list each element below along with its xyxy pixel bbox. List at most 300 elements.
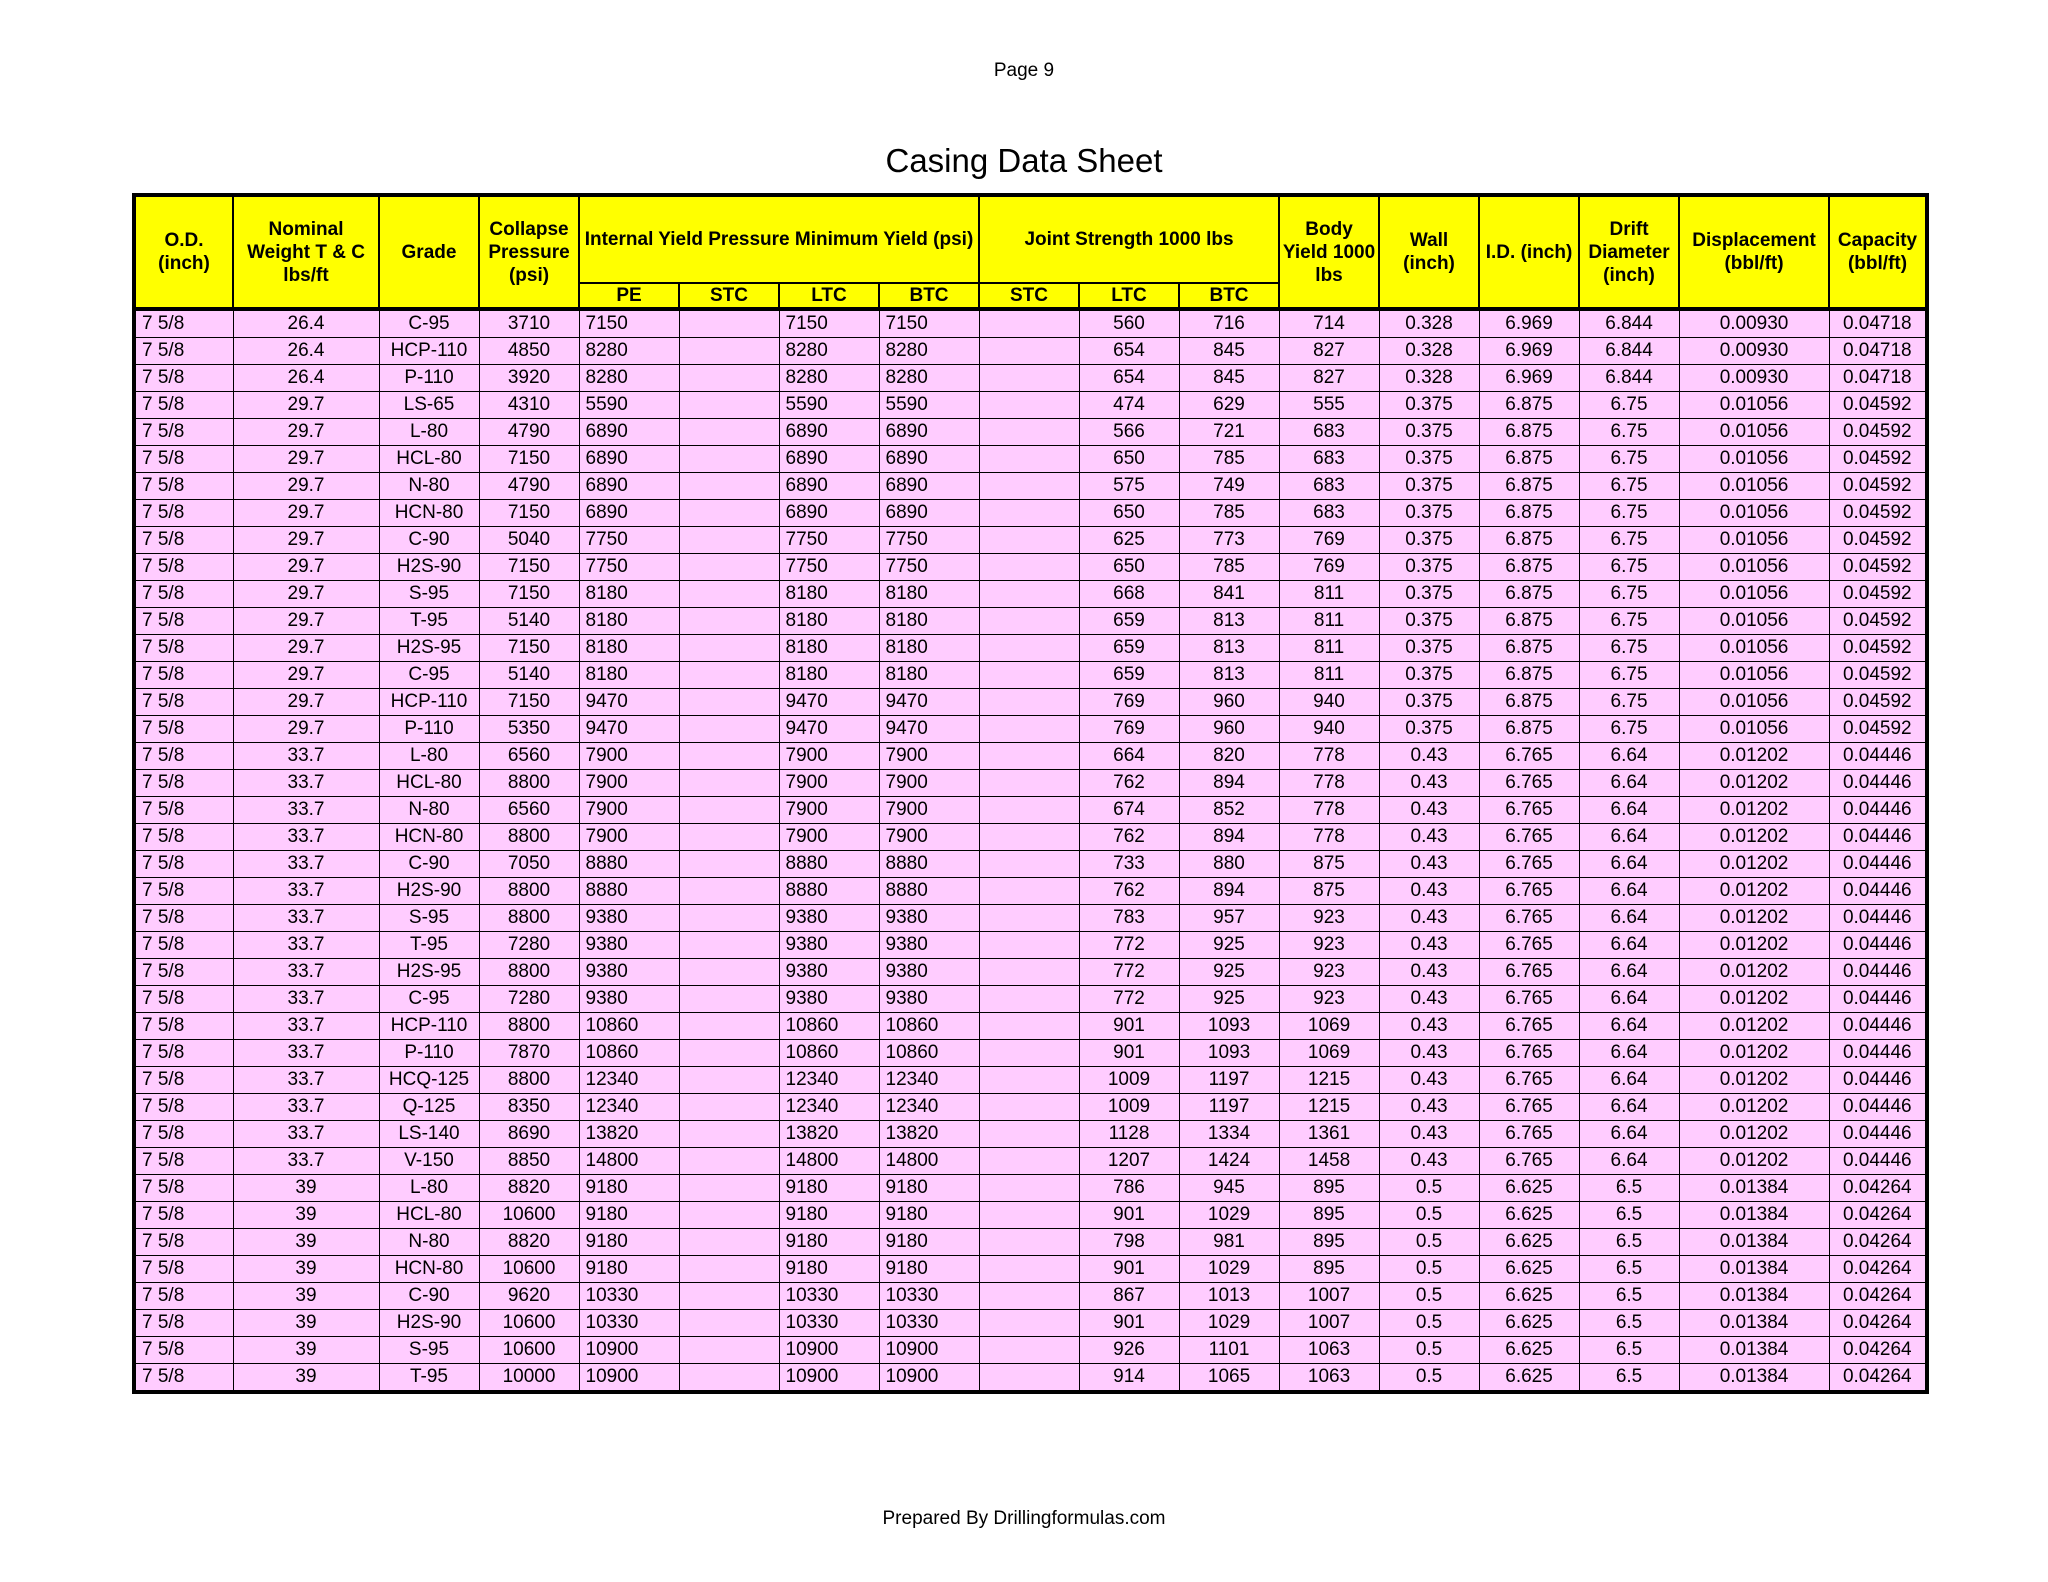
cell-iy-pe: 8180 xyxy=(579,581,679,608)
cell-iy-btc: 9380 xyxy=(879,932,979,959)
cell-collapse: 6560 xyxy=(479,797,579,824)
cell-id: 6.875 xyxy=(1479,635,1579,662)
table-row xyxy=(134,716,1927,743)
cell-iy-stc xyxy=(679,473,779,500)
cell-iy-btc: 6890 xyxy=(879,473,979,500)
cell-collapse: 4790 xyxy=(479,419,579,446)
cell-iy-btc: 8180 xyxy=(879,608,979,635)
cell-wall: 0.43 xyxy=(1379,797,1479,824)
cell-wall: 0.5 xyxy=(1379,1229,1479,1256)
subheader-js-ltc: LTC xyxy=(1079,283,1179,309)
header-drift: Drift Diameter (inch) xyxy=(1579,195,1679,309)
cell-collapse: 8800 xyxy=(479,905,579,932)
cell-js-btc: 845 xyxy=(1179,338,1279,365)
cell-wall: 0.43 xyxy=(1379,851,1479,878)
cell-grade: HCQ-125 xyxy=(379,1067,479,1094)
cell-iy-pe: 5590 xyxy=(579,392,679,419)
cell-js-stc xyxy=(979,932,1079,959)
table-row xyxy=(134,1121,1927,1148)
cell-js-btc: 841 xyxy=(1179,581,1279,608)
cell-body-yield: 683 xyxy=(1279,446,1379,473)
cell-id: 6.875 xyxy=(1479,446,1579,473)
cell-weight: 29.7 xyxy=(233,500,379,527)
cell-displacement: 0.01202 xyxy=(1679,959,1829,986)
cell-body-yield: 1458 xyxy=(1279,1148,1379,1175)
cell-od: 7 5/8 xyxy=(134,1202,233,1229)
cell-displacement: 0.01056 xyxy=(1679,392,1829,419)
cell-capacity: 0.04592 xyxy=(1829,635,1927,662)
cell-capacity: 0.04446 xyxy=(1829,1094,1927,1121)
cell-drift: 6.64 xyxy=(1579,1094,1679,1121)
cell-drift: 6.75 xyxy=(1579,473,1679,500)
cell-capacity: 0.04446 xyxy=(1829,1121,1927,1148)
cell-iy-stc xyxy=(679,770,779,797)
cell-body-yield: 895 xyxy=(1279,1175,1379,1202)
cell-displacement: 0.01056 xyxy=(1679,419,1829,446)
cell-weight: 29.7 xyxy=(233,689,379,716)
cell-drift: 6.64 xyxy=(1579,959,1679,986)
cell-iy-ltc: 8880 xyxy=(779,851,879,878)
cell-displacement: 0.01056 xyxy=(1679,446,1829,473)
cell-iy-ltc: 12340 xyxy=(779,1094,879,1121)
cell-id: 6.875 xyxy=(1479,581,1579,608)
cell-js-ltc: 654 xyxy=(1079,365,1179,392)
cell-iy-stc xyxy=(679,932,779,959)
cell-drift: 6.75 xyxy=(1579,716,1679,743)
cell-drift: 6.75 xyxy=(1579,608,1679,635)
cell-js-ltc: 659 xyxy=(1079,608,1179,635)
cell-displacement: 0.01202 xyxy=(1679,986,1829,1013)
cell-body-yield: 923 xyxy=(1279,932,1379,959)
table-row xyxy=(134,1202,1927,1229)
cell-js-stc xyxy=(979,959,1079,986)
cell-js-btc: 1424 xyxy=(1179,1148,1279,1175)
cell-capacity: 0.04446 xyxy=(1829,1013,1927,1040)
cell-js-ltc: 664 xyxy=(1079,743,1179,770)
cell-id: 6.625 xyxy=(1479,1229,1579,1256)
cell-grade: C-95 xyxy=(379,662,479,689)
cell-grade: H2S-90 xyxy=(379,878,479,905)
cell-iy-stc xyxy=(679,851,779,878)
cell-js-stc xyxy=(979,824,1079,851)
cell-body-yield: 1069 xyxy=(1279,1040,1379,1067)
cell-od: 7 5/8 xyxy=(134,986,233,1013)
cell-iy-stc xyxy=(679,1256,779,1283)
cell-iy-stc xyxy=(679,797,779,824)
cell-drift: 6.5 xyxy=(1579,1175,1679,1202)
cell-drift: 6.64 xyxy=(1579,932,1679,959)
cell-weight: 39 xyxy=(233,1175,379,1202)
cell-grade: HCL-80 xyxy=(379,770,479,797)
table-row xyxy=(134,419,1927,446)
cell-od: 7 5/8 xyxy=(134,1121,233,1148)
cell-iy-pe: 9380 xyxy=(579,932,679,959)
cell-js-stc xyxy=(979,554,1079,581)
cell-body-yield: 895 xyxy=(1279,1202,1379,1229)
cell-collapse: 5350 xyxy=(479,716,579,743)
cell-js-ltc: 901 xyxy=(1079,1310,1179,1337)
table-row xyxy=(134,1337,1927,1364)
cell-js-stc xyxy=(979,1013,1079,1040)
cell-js-btc: 785 xyxy=(1179,500,1279,527)
cell-js-stc xyxy=(979,1148,1079,1175)
cell-js-btc: 960 xyxy=(1179,716,1279,743)
subheader-js-stc: STC xyxy=(979,283,1079,309)
cell-displacement: 0.01202 xyxy=(1679,743,1829,770)
cell-displacement: 0.00930 xyxy=(1679,338,1829,365)
cell-grade: C-90 xyxy=(379,1283,479,1310)
cell-id: 6.625 xyxy=(1479,1202,1579,1229)
cell-js-ltc: 772 xyxy=(1079,959,1179,986)
cell-od: 7 5/8 xyxy=(134,527,233,554)
cell-js-stc xyxy=(979,446,1079,473)
cell-body-yield: 683 xyxy=(1279,500,1379,527)
cell-wall: 0.328 xyxy=(1379,338,1479,365)
cell-od: 7 5/8 xyxy=(134,473,233,500)
cell-od: 7 5/8 xyxy=(134,1364,233,1393)
cell-iy-pe: 8880 xyxy=(579,878,679,905)
header-joint-strength: Joint Strength 1000 lbs xyxy=(979,195,1279,283)
cell-js-ltc: 625 xyxy=(1079,527,1179,554)
cell-js-stc xyxy=(979,1202,1079,1229)
cell-id: 6.625 xyxy=(1479,1364,1579,1393)
cell-iy-ltc: 7150 xyxy=(779,309,879,338)
cell-wall: 0.375 xyxy=(1379,500,1479,527)
cell-wall: 0.43 xyxy=(1379,770,1479,797)
cell-capacity: 0.04264 xyxy=(1829,1256,1927,1283)
cell-wall: 0.375 xyxy=(1379,419,1479,446)
cell-od: 7 5/8 xyxy=(134,797,233,824)
cell-iy-ltc: 7900 xyxy=(779,824,879,851)
cell-iy-pe: 9180 xyxy=(579,1256,679,1283)
cell-displacement: 0.01202 xyxy=(1679,1067,1829,1094)
cell-js-btc: 716 xyxy=(1179,309,1279,338)
cell-drift: 6.64 xyxy=(1579,986,1679,1013)
cell-od: 7 5/8 xyxy=(134,338,233,365)
cell-grade: L-80 xyxy=(379,419,479,446)
cell-iy-ltc: 5590 xyxy=(779,392,879,419)
cell-iy-ltc: 8180 xyxy=(779,608,879,635)
cell-js-btc: 1029 xyxy=(1179,1256,1279,1283)
subheader-iy-stc: STC xyxy=(679,283,779,309)
cell-js-stc xyxy=(979,338,1079,365)
cell-iy-stc xyxy=(679,878,779,905)
cell-wall: 0.43 xyxy=(1379,1148,1479,1175)
cell-grade: HCL-80 xyxy=(379,446,479,473)
table-row xyxy=(134,986,1927,1013)
cell-collapse: 7280 xyxy=(479,932,579,959)
cell-js-ltc: 926 xyxy=(1079,1337,1179,1364)
cell-iy-stc xyxy=(679,986,779,1013)
cell-capacity: 0.04718 xyxy=(1829,338,1927,365)
cell-collapse: 6560 xyxy=(479,743,579,770)
cell-weight: 29.7 xyxy=(233,392,379,419)
cell-id: 6.765 xyxy=(1479,824,1579,851)
cell-grade: T-95 xyxy=(379,932,479,959)
cell-iy-ltc: 10860 xyxy=(779,1013,879,1040)
cell-iy-stc xyxy=(679,500,779,527)
cell-js-stc xyxy=(979,419,1079,446)
cell-wall: 0.375 xyxy=(1379,527,1479,554)
cell-body-yield: 769 xyxy=(1279,554,1379,581)
cell-iy-pe: 7900 xyxy=(579,743,679,770)
cell-grade: C-95 xyxy=(379,309,479,338)
cell-js-btc: 894 xyxy=(1179,878,1279,905)
cell-collapse: 7280 xyxy=(479,986,579,1013)
cell-js-ltc: 772 xyxy=(1079,932,1179,959)
cell-body-yield: 875 xyxy=(1279,878,1379,905)
cell-weight: 33.7 xyxy=(233,878,379,905)
cell-od: 7 5/8 xyxy=(134,581,233,608)
subheader-iy-pe: PE xyxy=(579,283,679,309)
cell-grade: P-110 xyxy=(379,716,479,743)
cell-wall: 0.43 xyxy=(1379,743,1479,770)
cell-capacity: 0.04592 xyxy=(1829,446,1927,473)
cell-iy-btc: 12340 xyxy=(879,1094,979,1121)
cell-js-stc xyxy=(979,1094,1079,1121)
cell-od: 7 5/8 xyxy=(134,635,233,662)
cell-js-stc xyxy=(979,392,1079,419)
cell-capacity: 0.04264 xyxy=(1829,1310,1927,1337)
cell-capacity: 0.04592 xyxy=(1829,392,1927,419)
cell-drift: 6.64 xyxy=(1579,743,1679,770)
cell-weight: 39 xyxy=(233,1310,379,1337)
cell-collapse: 8690 xyxy=(479,1121,579,1148)
cell-collapse: 8800 xyxy=(479,959,579,986)
cell-collapse: 7150 xyxy=(479,500,579,527)
cell-drift: 6.75 xyxy=(1579,635,1679,662)
table-row xyxy=(134,851,1927,878)
cell-js-ltc: 1207 xyxy=(1079,1148,1179,1175)
cell-iy-btc: 8180 xyxy=(879,581,979,608)
table-row xyxy=(134,554,1927,581)
cell-collapse: 10000 xyxy=(479,1364,579,1393)
table-row xyxy=(134,1256,1927,1283)
cell-iy-pe: 9180 xyxy=(579,1202,679,1229)
table-row xyxy=(134,878,1927,905)
table-row xyxy=(134,473,1927,500)
cell-grade: C-90 xyxy=(379,527,479,554)
cell-displacement: 0.00930 xyxy=(1679,365,1829,392)
cell-capacity: 0.04592 xyxy=(1829,554,1927,581)
table-row xyxy=(134,1283,1927,1310)
cell-weight: 29.7 xyxy=(233,554,379,581)
cell-js-ltc: 762 xyxy=(1079,824,1179,851)
cell-weight: 29.7 xyxy=(233,581,379,608)
cell-js-stc xyxy=(979,1175,1079,1202)
cell-drift: 6.844 xyxy=(1579,338,1679,365)
cell-capacity: 0.04592 xyxy=(1829,716,1927,743)
cell-collapse: 7150 xyxy=(479,554,579,581)
cell-collapse: 5140 xyxy=(479,662,579,689)
table-row xyxy=(134,1364,1927,1393)
cell-iy-ltc: 13820 xyxy=(779,1121,879,1148)
table-row xyxy=(134,797,1927,824)
cell-iy-btc: 8180 xyxy=(879,662,979,689)
cell-weight: 26.4 xyxy=(233,365,379,392)
cell-body-yield: 1063 xyxy=(1279,1364,1379,1393)
cell-wall: 0.5 xyxy=(1379,1337,1479,1364)
cell-drift: 6.5 xyxy=(1579,1256,1679,1283)
cell-js-stc xyxy=(979,608,1079,635)
cell-iy-ltc: 7750 xyxy=(779,527,879,554)
cell-weight: 33.7 xyxy=(233,1121,379,1148)
table-row xyxy=(134,581,1927,608)
cell-js-btc: 1093 xyxy=(1179,1040,1279,1067)
cell-displacement: 0.01202 xyxy=(1679,1013,1829,1040)
cell-iy-pe: 13820 xyxy=(579,1121,679,1148)
cell-iy-stc xyxy=(679,635,779,662)
cell-id: 6.625 xyxy=(1479,1283,1579,1310)
cell-js-btc: 813 xyxy=(1179,662,1279,689)
cell-iy-pe: 10900 xyxy=(579,1364,679,1393)
cell-id: 6.765 xyxy=(1479,1067,1579,1094)
cell-iy-btc: 7750 xyxy=(879,554,979,581)
cell-displacement: 0.01202 xyxy=(1679,1121,1829,1148)
cell-iy-ltc: 14800 xyxy=(779,1148,879,1175)
cell-js-ltc: 674 xyxy=(1079,797,1179,824)
header-grade: Grade xyxy=(379,195,479,309)
cell-drift: 6.64 xyxy=(1579,824,1679,851)
cell-od: 7 5/8 xyxy=(134,1283,233,1310)
cell-iy-ltc: 8180 xyxy=(779,581,879,608)
cell-js-ltc: 575 xyxy=(1079,473,1179,500)
cell-weight: 33.7 xyxy=(233,932,379,959)
cell-wall: 0.375 xyxy=(1379,635,1479,662)
cell-od: 7 5/8 xyxy=(134,689,233,716)
cell-wall: 0.5 xyxy=(1379,1283,1479,1310)
cell-grade: HCN-80 xyxy=(379,824,479,851)
cell-displacement: 0.01202 xyxy=(1679,878,1829,905)
cell-id: 6.875 xyxy=(1479,500,1579,527)
cell-js-stc xyxy=(979,1283,1079,1310)
cell-grade: HCP-110 xyxy=(379,689,479,716)
cell-js-ltc: 566 xyxy=(1079,419,1179,446)
cell-iy-ltc: 12340 xyxy=(779,1067,879,1094)
cell-js-btc: 813 xyxy=(1179,635,1279,662)
subheader-iy-btc: BTC xyxy=(879,283,979,309)
cell-iy-pe: 9470 xyxy=(579,716,679,743)
cell-iy-pe: 7750 xyxy=(579,527,679,554)
cell-collapse: 5040 xyxy=(479,527,579,554)
cell-js-stc xyxy=(979,1067,1079,1094)
cell-js-ltc: 650 xyxy=(1079,500,1179,527)
cell-capacity: 0.04446 xyxy=(1829,743,1927,770)
cell-iy-stc xyxy=(679,581,779,608)
cell-od: 7 5/8 xyxy=(134,500,233,527)
cell-iy-stc xyxy=(679,1094,779,1121)
cell-id: 6.765 xyxy=(1479,986,1579,1013)
cell-iy-pe: 8880 xyxy=(579,851,679,878)
cell-iy-btc: 6890 xyxy=(879,419,979,446)
cell-id: 6.875 xyxy=(1479,608,1579,635)
cell-iy-ltc: 9380 xyxy=(779,959,879,986)
cell-js-ltc: 769 xyxy=(1079,689,1179,716)
cell-wall: 0.375 xyxy=(1379,608,1479,635)
cell-displacement: 0.01202 xyxy=(1679,770,1829,797)
cell-collapse: 8800 xyxy=(479,824,579,851)
cell-capacity: 0.04446 xyxy=(1829,1148,1927,1175)
cell-od: 7 5/8 xyxy=(134,851,233,878)
cell-wall: 0.375 xyxy=(1379,689,1479,716)
cell-body-yield: 555 xyxy=(1279,392,1379,419)
cell-wall: 0.43 xyxy=(1379,959,1479,986)
cell-iy-btc: 7900 xyxy=(879,770,979,797)
cell-js-stc xyxy=(979,635,1079,662)
cell-iy-stc xyxy=(679,1040,779,1067)
cell-iy-btc: 7750 xyxy=(879,527,979,554)
cell-drift: 6.64 xyxy=(1579,1040,1679,1067)
cell-body-yield: 811 xyxy=(1279,635,1379,662)
cell-drift: 6.75 xyxy=(1579,689,1679,716)
cell-iy-pe: 9380 xyxy=(579,905,679,932)
cell-iy-stc xyxy=(679,554,779,581)
cell-js-ltc: 1009 xyxy=(1079,1067,1179,1094)
cell-drift: 6.64 xyxy=(1579,1121,1679,1148)
cell-id: 6.969 xyxy=(1479,338,1579,365)
cell-drift: 6.64 xyxy=(1579,1067,1679,1094)
table-body xyxy=(134,309,1927,1392)
cell-iy-stc xyxy=(679,1364,779,1393)
cell-od: 7 5/8 xyxy=(134,1094,233,1121)
cell-iy-pe: 9180 xyxy=(579,1229,679,1256)
cell-js-btc: 820 xyxy=(1179,743,1279,770)
cell-iy-ltc: 9180 xyxy=(779,1202,879,1229)
cell-drift: 6.64 xyxy=(1579,851,1679,878)
cell-drift: 6.5 xyxy=(1579,1229,1679,1256)
cell-displacement: 0.01202 xyxy=(1679,797,1829,824)
cell-displacement: 0.01056 xyxy=(1679,500,1829,527)
header-collapse: Collapse Pressure (psi) xyxy=(479,195,579,309)
cell-iy-stc xyxy=(679,1121,779,1148)
cell-id: 6.625 xyxy=(1479,1337,1579,1364)
cell-drift: 6.75 xyxy=(1579,419,1679,446)
cell-body-yield: 811 xyxy=(1279,581,1379,608)
cell-displacement: 0.01056 xyxy=(1679,608,1829,635)
cell-capacity: 0.04446 xyxy=(1829,824,1927,851)
cell-wall: 0.43 xyxy=(1379,932,1479,959)
cell-capacity: 0.04446 xyxy=(1829,1040,1927,1067)
cell-iy-stc xyxy=(679,959,779,986)
cell-grade: H2S-95 xyxy=(379,635,479,662)
cell-iy-btc: 9380 xyxy=(879,905,979,932)
cell-wall: 0.43 xyxy=(1379,824,1479,851)
cell-js-stc xyxy=(979,878,1079,905)
cell-iy-btc: 9180 xyxy=(879,1256,979,1283)
cell-collapse: 8820 xyxy=(479,1175,579,1202)
cell-id: 6.875 xyxy=(1479,689,1579,716)
cell-drift: 6.64 xyxy=(1579,770,1679,797)
cell-body-yield: 778 xyxy=(1279,824,1379,851)
cell-drift: 6.75 xyxy=(1579,527,1679,554)
cell-capacity: 0.04446 xyxy=(1829,932,1927,959)
cell-body-yield: 827 xyxy=(1279,365,1379,392)
cell-weight: 39 xyxy=(233,1337,379,1364)
table-row xyxy=(134,905,1927,932)
cell-grade: L-80 xyxy=(379,743,479,770)
table-row xyxy=(134,635,1927,662)
cell-collapse: 7150 xyxy=(479,446,579,473)
cell-iy-btc: 9470 xyxy=(879,716,979,743)
cell-weight: 26.4 xyxy=(233,309,379,338)
cell-collapse: 4790 xyxy=(479,473,579,500)
cell-collapse: 8800 xyxy=(479,878,579,905)
table-row xyxy=(134,1013,1927,1040)
cell-od: 7 5/8 xyxy=(134,1148,233,1175)
cell-js-ltc: 769 xyxy=(1079,716,1179,743)
cell-js-ltc: 901 xyxy=(1079,1202,1179,1229)
cell-iy-pe: 7900 xyxy=(579,797,679,824)
